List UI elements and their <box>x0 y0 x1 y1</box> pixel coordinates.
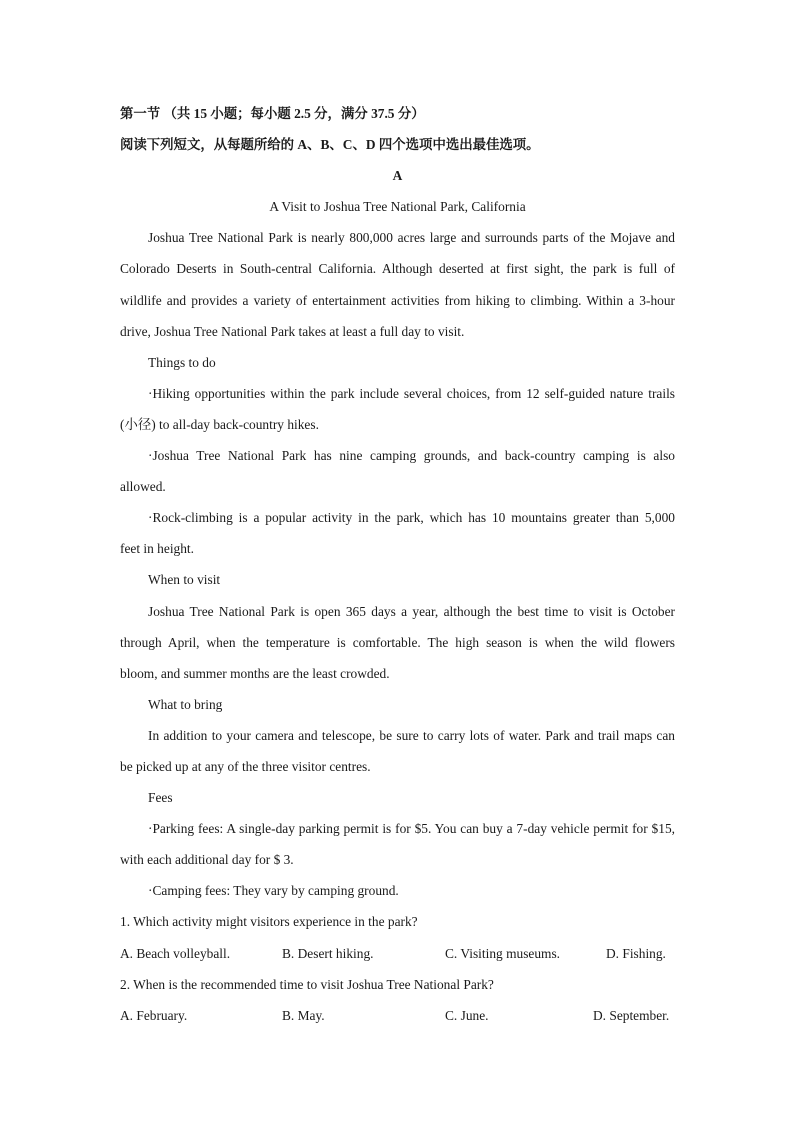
option-c: C. June. <box>445 1007 489 1023</box>
intro-line: Joshua Tree National Park is nearly 800,000 acres large and surrounds parts of the Mojave and <box>148 230 675 246</box>
section-heading: 第一节 （共 15 小题；每小题 2.5 分，满分 37.5 分） <box>120 106 425 121</box>
question-2-options <box>120 1000 675 1031</box>
fees-item: with each additional day for $ 3. <box>120 852 294 868</box>
bring-heading: What to bring <box>148 696 223 712</box>
intro-line: drive, Joshua Tree National Park takes at least a full day to visit. <box>120 323 465 339</box>
exam-page <box>120 98 675 1031</box>
passage-letter: A <box>392 168 403 184</box>
things-item: ·Rock-climbing is a popular activity in the park, which has 10 mountains greater than 5,000 <box>148 510 675 526</box>
things-item: ·Joshua Tree National Park has nine camping grounds, and back-country camping is also <box>148 448 675 464</box>
fees-item: ·Camping fees: They vary by camping ground. <box>148 883 399 899</box>
when-line: bloom, and summer months are the least crowded. <box>120 665 390 681</box>
fees-heading: Fees <box>148 790 173 806</box>
option-b: B. Desert hiking. <box>282 945 374 961</box>
option-c: C. Visiting museums. <box>445 945 561 961</box>
fees-item: ·Parking fees: A single-day parking permit is for $5. You can buy a 7-day vehicle permit for $15, <box>148 821 675 837</box>
things-item: feet in height. <box>120 541 194 557</box>
when-line: Joshua Tree National Park is open 365 days a year, although the best time to visit is October <box>148 603 675 619</box>
when-line: through April, when the temperature is comfortable. The high season is when the wild flowers <box>120 634 675 650</box>
things-heading: Things to do <box>148 354 216 370</box>
section-instruction: 阅读下列短文，从每题所给的 A、B、C、D 四个选项中选出最佳选项。 <box>120 137 540 153</box>
intro-line: wildlife and provides a variety of entertainment activities from hiking to climbing. Within a 3-hour <box>120 292 675 308</box>
things-item: allowed. <box>120 479 166 495</box>
option-b: B. May. <box>282 1007 325 1023</box>
passage-title: A Visit to Joshua Tree National Park, California <box>269 199 526 215</box>
option-a: A. February. <box>120 1007 188 1023</box>
question-1-options <box>120 938 675 969</box>
option-d: D. September. <box>593 1007 670 1023</box>
option-a: A. Beach volleyball. <box>120 945 231 961</box>
option-d: D. Fishing. <box>606 945 666 961</box>
question-2-text: 2. When is the recommended time to visit Joshua Tree National Park? <box>120 976 494 992</box>
bring-line: be picked up at any of the three visitor centres. <box>120 758 371 774</box>
things-item: ·Hiking opportunities within the park include several choices, from 12 self-guided nature trails <box>148 385 675 401</box>
bring-line: In addition to your camera and telescope, be sure to carry lots of water. Park and trail maps can <box>148 727 675 743</box>
question-1-text: 1. Which activity might visitors experience in the park? <box>120 914 418 930</box>
when-heading: When to visit <box>148 572 221 588</box>
things-item: (小径) to all-day back-country hikes. <box>120 416 319 432</box>
intro-line: Colorado Deserts in South-central California. Although deserted at first sight, the park is full of <box>120 261 675 277</box>
